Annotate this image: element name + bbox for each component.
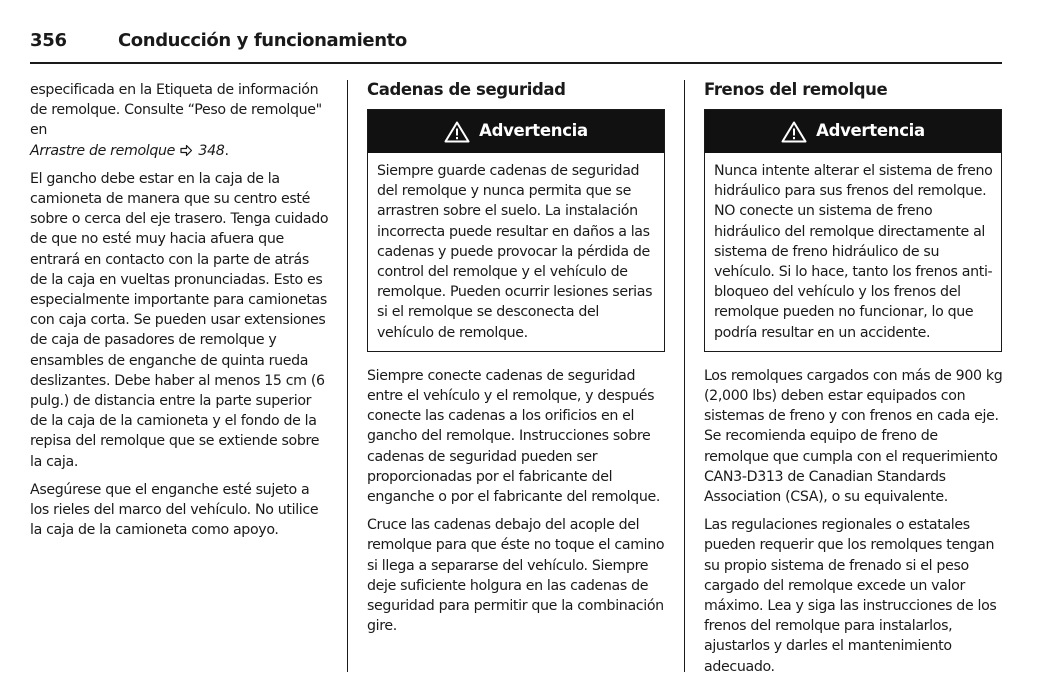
paragraph-cross-chains: Cruce las cadenas debajo del acople del remolque para que éste no toque el camino si llega a separarse del vehículo. Siempre deje suficiente holgura en las cadenas de seguridad para permitir que la combinación gire. (367, 517, 665, 635)
column-left (30, 80, 330, 548)
warning-title: Advertencia (479, 121, 588, 141)
column-divider (684, 80, 685, 672)
column-middle (367, 80, 667, 644)
column-divider (347, 80, 348, 672)
page-number: 356 (30, 30, 67, 51)
paragraph-hitch-position: El gancho debe estar en la caja de la camioneta de manera que su centro esté sobre o cerca del eje trasero. Tenga cuidado de que no esté muy hacia afuera que entrará en contacto con la parte de atrás de la caja en vueltas pronunciadas. Esto es especialmente importante para camionetas con caja corta. Se pueden usar extensiones de caja de pasadores de remolque y ensambles de enganche de quinta rueda deslizantes. Debe haber al menos 15 cm (6 pulg.) de distancia entre la parte superior de la caja de la camioneta y el fondo de la repisa del remolque que se extiende sobre la caja. (30, 170, 329, 470)
section-title: Cadenas de seguridad (367, 80, 566, 99)
warning-text: Nunca intente alterar el sistema de freno hidráulico para sus frenos del remolque. NO conecte un sistema de freno hidráulico del remolque directamente al sistema de freno hidráulico de su vehículo. Si lo hace, tanto los frenos anti-bloqueo del vehículo y los frenos del remolque pueden no funcionar, lo que podría resultar en un accidente. (714, 163, 993, 341)
warning-triangle-icon (781, 121, 807, 143)
paragraph-hitch-mounting: Asegúrese que el enganche esté sujeto a los rieles del marco del vehículo. No utilice la caja de la camioneta como apoyo. (30, 481, 319, 539)
warning-header (368, 110, 664, 153)
cross-reference-page[interactable]: 348 (198, 142, 225, 159)
warning-box (704, 109, 1002, 352)
paragraph-connect-chains: Siempre conecte cadenas de seguridad entre el vehículo y el remolque, y después conecte las cadenas a los orificios en el gancho del remolque. Instrucciones sobre cadenas de seguridad pueden ser proporcionadas por el fabricante del enganche o por el fabricante del remolque. (367, 367, 661, 506)
warning-title: Advertencia (816, 121, 925, 141)
page-reference-arrow-icon (180, 144, 193, 157)
page-header (30, 30, 1002, 64)
warning-header (705, 110, 1001, 153)
warning-box (367, 109, 665, 352)
section-title: Frenos del remolque (704, 80, 888, 99)
paragraph-text: especificada en la Etiqueta de información de remolque. Consulte “Peso de remolque" en (30, 82, 322, 139)
chapter-title: Conducción y funcionamiento (118, 30, 407, 51)
paragraph-end: . (224, 142, 229, 159)
warning-triangle-icon (444, 121, 470, 143)
column-right (704, 80, 1004, 685)
paragraph-weight-reference (30, 80, 330, 161)
paragraph-brake-regulations: Las regulaciones regionales o estatales pueden requerir que los remolques tengan su propio sistema de frenado si el peso cargado del remolque excede un valor máximo. Lea y siga las instrucciones de los frenos del remolque para instalarlos, ajustarlos y darles el mantenimiento adecuado. (704, 517, 997, 675)
cross-reference-link[interactable]: Arrastre de remolque (30, 142, 176, 159)
warning-text: Siempre guarde cadenas de seguridad del remolque y nunca permita que se arrastren sobre el suelo. La instalación incorrecta puede resultar en daños a las cadenas y puede provocar la pérdida de control del remolque y el vehículo de remolque. Pueden ocurrir lesiones serias si el remolque se desconecta del vehículo de remolque. (377, 163, 653, 341)
paragraph-brake-requirements: Los remolques cargados con más de 900 kg (2,000 lbs) deben estar equipados con sistemas de freno y con frenos en cada eje. Se recomienda equipo de freno de remolque que cumpla con el requerimiento CAN3-D313 de Canadian Standards Association (CSA), o su equivalente. (704, 367, 1003, 506)
